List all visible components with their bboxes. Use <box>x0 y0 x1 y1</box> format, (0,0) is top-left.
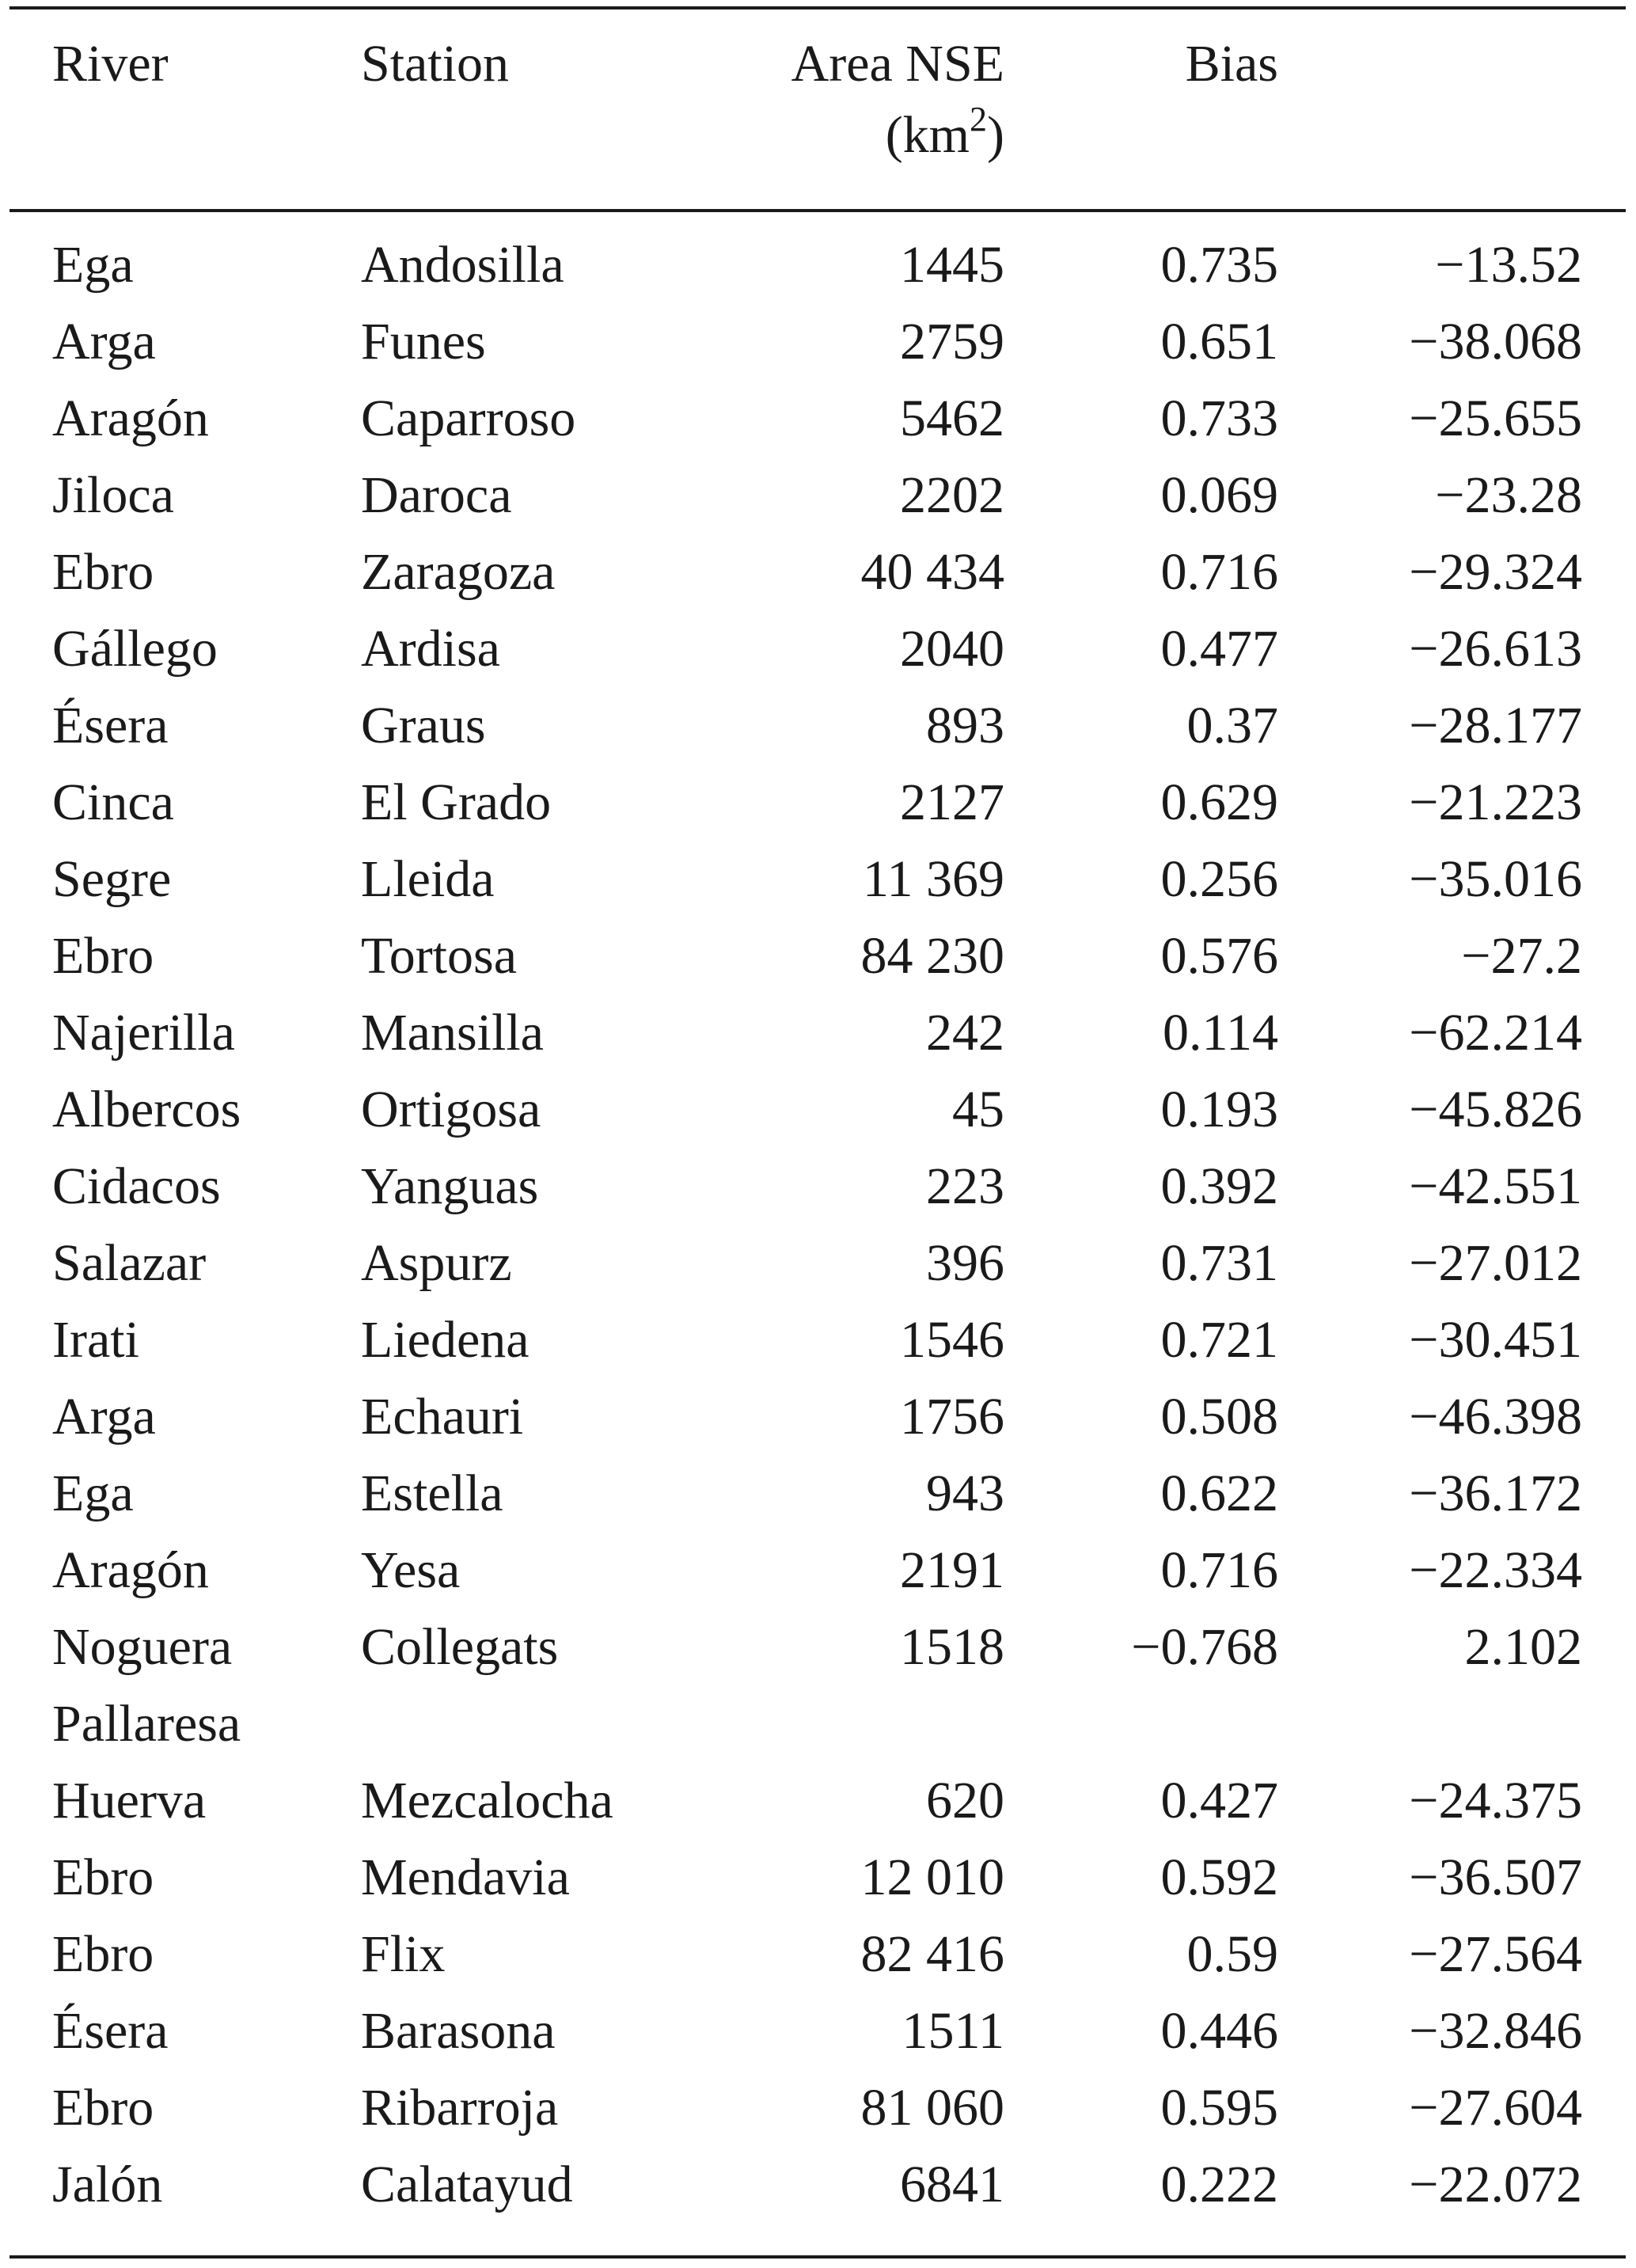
river-cell: Cidacos <box>52 1157 221 1215</box>
table-row <box>0 1455 1636 1532</box>
station-cell: Daroca <box>361 466 512 524</box>
bias-cell: −13.52 <box>1435 236 1582 294</box>
area-cell: 45 <box>952 1081 1004 1138</box>
table-row <box>0 1839 1636 1916</box>
area-cell: 1511 <box>902 2002 1004 2060</box>
header-bias: Bias <box>1185 35 1278 93</box>
bias-cell: −25.655 <box>1409 389 1582 447</box>
bias-cell: −27.2 <box>1461 927 1582 985</box>
area-cell: 40 434 <box>860 543 1004 601</box>
station-cell: Mezcalocha <box>361 1772 613 1829</box>
river-cell: Ebro <box>52 543 154 601</box>
river-cell: Ebro <box>52 2079 154 2137</box>
table-row <box>0 687 1636 764</box>
table-row <box>0 994 1636 1071</box>
river-cell: Ebro <box>52 1848 154 1906</box>
river-cell: Aragón <box>52 1541 209 1599</box>
area-cell: 84 230 <box>860 927 1004 985</box>
station-cell: Calatayud <box>361 2156 573 2213</box>
table-header <box>0 28 1636 187</box>
table-header-rule <box>9 209 1626 212</box>
area-cell: 5462 <box>900 389 1004 447</box>
river-cell: Ebro <box>52 927 154 985</box>
river-cell: Arga <box>52 1388 156 1446</box>
header-river: River <box>52 35 169 93</box>
river-cell: Gállego <box>52 620 218 678</box>
area-cell: 223 <box>926 1157 1004 1215</box>
header-area-unit-post: ) <box>987 106 1004 164</box>
area-cell: 620 <box>926 1772 1004 1829</box>
nse-cell: 0.222 <box>1160 2156 1278 2213</box>
table-row <box>0 380 1636 457</box>
bias-cell: −62.214 <box>1409 1004 1582 1062</box>
bias-cell: −28.177 <box>1409 697 1582 754</box>
river-cell: Noguera Pallaresa <box>52 1618 241 1753</box>
area-cell: 2191 <box>900 1541 1004 1599</box>
header-area <box>791 28 1004 171</box>
header-area-unit-pre: (km <box>885 106 970 164</box>
table-row <box>0 841 1636 917</box>
bias-cell: 2.102 <box>1464 1618 1582 1676</box>
bias-cell: −29.324 <box>1409 543 1582 601</box>
bias-cell: −35.016 <box>1409 850 1582 908</box>
station-cell: Graus <box>361 697 486 754</box>
river-cell: Irati <box>52 1311 139 1369</box>
area-cell: 2202 <box>900 466 1004 524</box>
station-cell: Echauri <box>361 1388 524 1446</box>
station-cell: Mendavia <box>361 1848 570 1906</box>
header-area-line1: Area NSE <box>791 35 1004 93</box>
nse-cell: 0.731 <box>1160 1234 1278 1292</box>
bias-cell: −30.451 <box>1409 1311 1582 1369</box>
bias-cell: −27.564 <box>1409 1925 1582 1983</box>
area-cell: 12 010 <box>860 1848 1004 1906</box>
table-row <box>0 610 1636 687</box>
table-row <box>0 764 1636 841</box>
station-cell: Zaragoza <box>361 543 556 601</box>
table-row <box>0 1609 1636 1762</box>
bias-cell: −36.172 <box>1409 1465 1582 1522</box>
header-station: Station <box>361 35 510 93</box>
river-cell: Ebro <box>52 1925 154 1983</box>
table-row <box>0 457 1636 534</box>
area-cell: 11 369 <box>862 850 1004 908</box>
bias-cell: −24.375 <box>1409 1772 1582 1829</box>
table-row <box>0 1916 1636 1993</box>
table-row <box>0 2146 1636 2223</box>
station-cell: Barasona <box>361 2002 556 2060</box>
station-cell: Yanguas <box>361 1157 539 1215</box>
header-area-unit-sup: 2 <box>970 100 988 139</box>
header-area-unit <box>791 100 1004 171</box>
area-cell: 2040 <box>900 620 1004 678</box>
station-cell: Funes <box>361 313 486 370</box>
area-cell: 1445 <box>900 236 1004 294</box>
table-row <box>0 1148 1636 1225</box>
nse-cell: 0.392 <box>1160 1157 1278 1215</box>
table-body <box>0 226 1636 2223</box>
station-cell: Ribarroja <box>361 2079 559 2137</box>
table-row <box>0 1762 1636 1839</box>
station-cell: Collegats <box>361 1618 559 1676</box>
area-cell: 1756 <box>900 1388 1004 1446</box>
bias-cell: −23.28 <box>1435 466 1582 524</box>
bias-cell: −27.604 <box>1409 2079 1582 2137</box>
area-cell: 2759 <box>900 313 1004 370</box>
nse-cell: 0.595 <box>1160 2079 1278 2137</box>
bias-cell: −27.012 <box>1409 1234 1582 1292</box>
nse-cell: 0.508 <box>1160 1388 1278 1446</box>
table-row <box>0 1378 1636 1455</box>
table-bottom-rule <box>9 2255 1626 2259</box>
nse-cell: 0.193 <box>1160 1081 1278 1138</box>
nse-cell: 0.256 <box>1160 850 1278 908</box>
nse-cell: 0.651 <box>1160 313 1278 370</box>
station-cell: Tortosa <box>361 927 518 985</box>
river-cell: Cinca <box>52 773 174 831</box>
bias-cell: −45.826 <box>1409 1081 1582 1138</box>
river-cell: Ésera <box>52 697 169 754</box>
table-row <box>0 1532 1636 1609</box>
river-cell: Ega <box>52 236 134 294</box>
bias-cell: −36.507 <box>1409 1848 1582 1906</box>
table-row <box>0 2069 1636 2146</box>
station-cell: El Grado <box>361 773 552 831</box>
table-row <box>0 1993 1636 2069</box>
area-cell: 242 <box>926 1004 1004 1062</box>
table-row <box>0 303 1636 380</box>
nse-cell: 0.59 <box>1186 1925 1278 1983</box>
river-cell: Arga <box>52 313 156 370</box>
nse-cell: 0.622 <box>1160 1465 1278 1522</box>
nse-cell: 0.733 <box>1160 389 1278 447</box>
station-cell: Mansilla <box>361 1004 544 1062</box>
area-cell: 2127 <box>900 773 1004 831</box>
table-row <box>0 1301 1636 1378</box>
river-cell: Ésera <box>52 2002 169 2060</box>
bias-cell: −38.068 <box>1409 313 1582 370</box>
area-cell: 943 <box>926 1465 1004 1522</box>
nse-cell: 0.735 <box>1160 236 1278 294</box>
river-cell: Najerilla <box>52 1004 235 1062</box>
station-cell: Andosilla <box>361 236 564 294</box>
table-row <box>0 534 1636 610</box>
table-row <box>0 1225 1636 1301</box>
bias-cell: −32.846 <box>1409 2002 1582 2060</box>
nse-cell: 0.114 <box>1162 1004 1278 1062</box>
nse-cell: 0.427 <box>1160 1772 1278 1829</box>
station-cell: Yesa <box>361 1541 461 1599</box>
table-top-rule <box>9 6 1626 9</box>
river-cell: Albercos <box>52 1081 241 1138</box>
bias-cell: −46.398 <box>1409 1388 1582 1446</box>
nse-cell: 0.446 <box>1160 2002 1278 2060</box>
area-cell: 6841 <box>900 2156 1004 2213</box>
area-cell: 396 <box>926 1234 1004 1292</box>
bias-cell: −26.613 <box>1409 620 1582 678</box>
river-cell: Salazar <box>52 1234 207 1292</box>
station-cell: Ortigosa <box>361 1081 541 1138</box>
nse-cell: 0.576 <box>1160 927 1278 985</box>
area-cell: 1518 <box>900 1618 1004 1676</box>
station-cell: Caparroso <box>361 389 576 447</box>
bias-cell: −21.223 <box>1409 773 1582 831</box>
table-row <box>0 226 1636 303</box>
area-cell: 81 060 <box>860 2079 1004 2137</box>
river-cell: Ega <box>52 1465 134 1522</box>
table-row <box>0 917 1636 994</box>
station-cell: Estella <box>361 1465 503 1522</box>
station-cell: Liedena <box>361 1311 530 1369</box>
station-cell: Flix <box>361 1925 446 1983</box>
bias-cell: −42.551 <box>1409 1157 1582 1215</box>
bias-cell: −22.334 <box>1409 1541 1582 1599</box>
area-cell: 893 <box>926 697 1004 754</box>
river-cell: Jiloca <box>52 466 174 524</box>
bias-cell: −22.072 <box>1409 2156 1582 2213</box>
river-cell: Segre <box>52 850 172 908</box>
table-row <box>0 1071 1636 1148</box>
nse-cell: 0.37 <box>1186 697 1278 754</box>
nse-cell: 0.629 <box>1160 773 1278 831</box>
station-cell: Lleida <box>361 850 495 908</box>
nse-cell: 0.477 <box>1160 620 1278 678</box>
station-cell: Aspurz <box>361 1234 512 1292</box>
nse-cell: −0.768 <box>1131 1618 1278 1676</box>
nse-cell: 0.716 <box>1160 1541 1278 1599</box>
area-cell: 82 416 <box>860 1925 1004 1983</box>
river-cell: Aragón <box>52 389 209 447</box>
river-cell: Jalón <box>52 2156 163 2213</box>
nse-cell: 0.721 <box>1160 1311 1278 1369</box>
nse-cell: 0.716 <box>1160 543 1278 601</box>
station-cell: Ardisa <box>361 620 500 678</box>
area-cell: 1546 <box>900 1311 1004 1369</box>
nse-cell: 0.069 <box>1160 466 1278 524</box>
nse-cell: 0.592 <box>1160 1848 1278 1906</box>
river-cell: Huerva <box>52 1772 207 1829</box>
